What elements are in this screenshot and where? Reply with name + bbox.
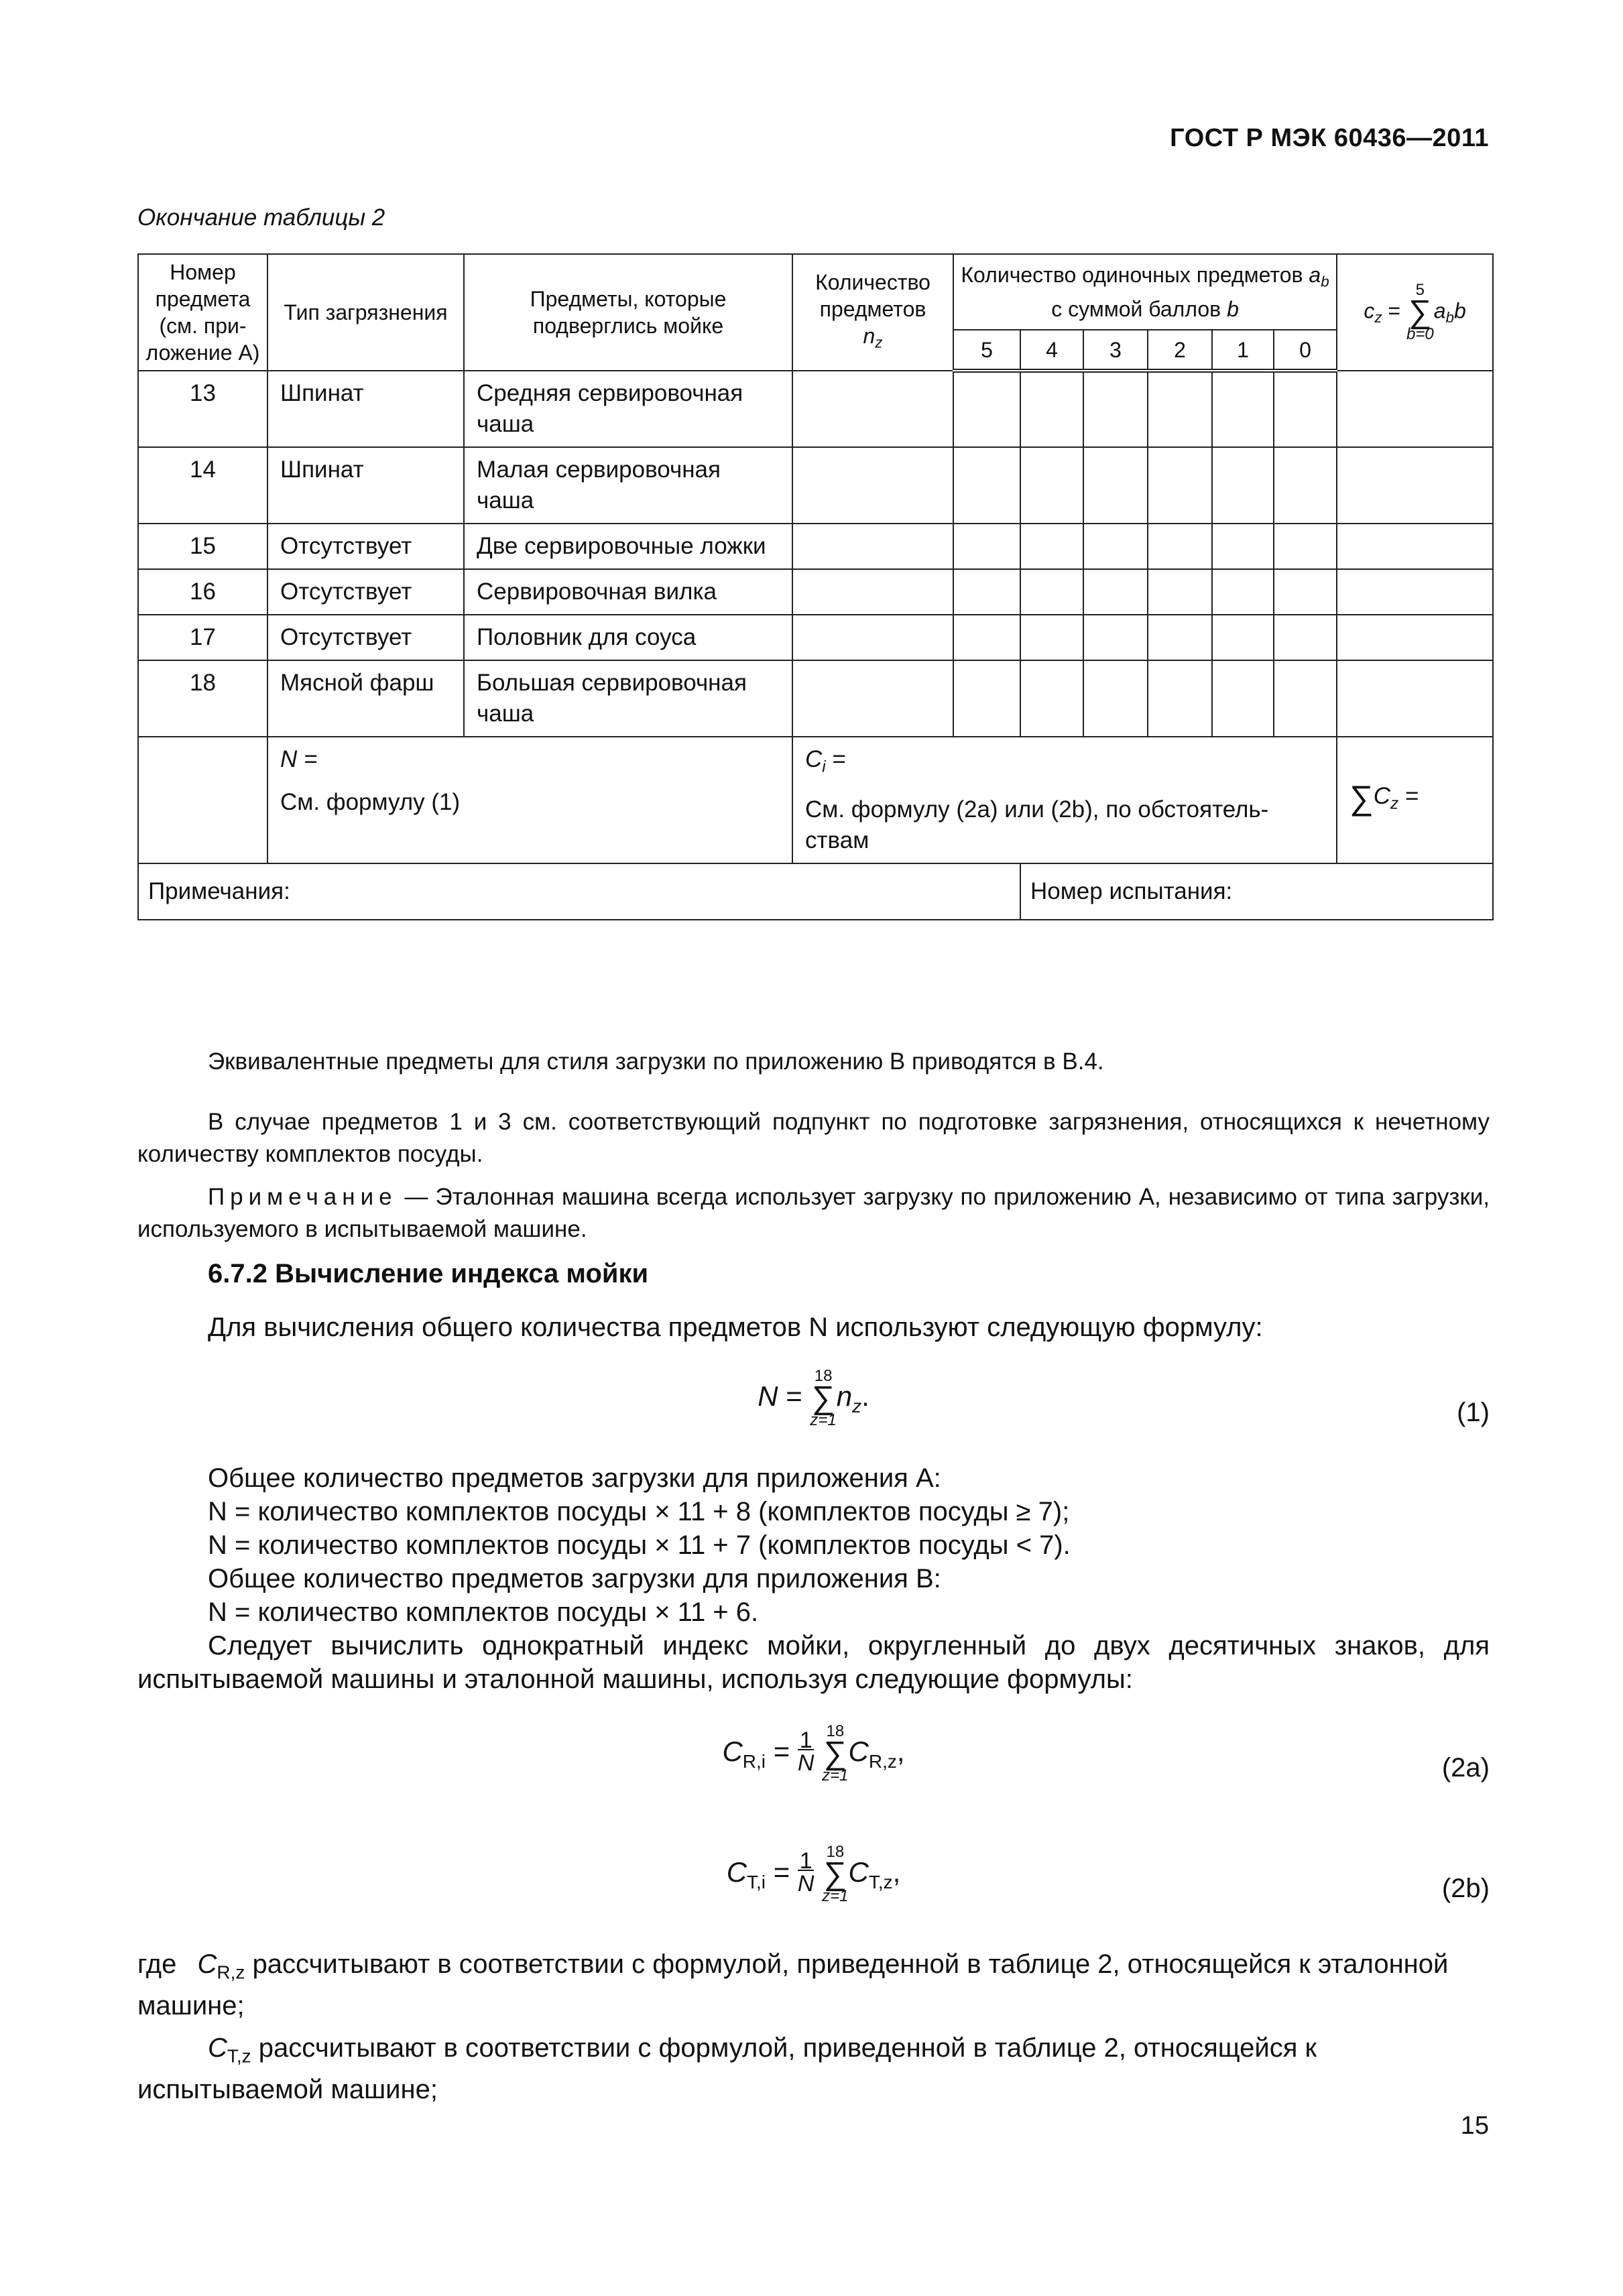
totals-ci-cell (792, 737, 1337, 863)
page-number: 15 (1460, 2112, 1489, 2140)
row-no: 14 (138, 447, 267, 524)
row-item: Две сервировочные ложки (464, 524, 792, 569)
notes-label: Примечания: (138, 863, 1020, 920)
sum-icon: ∑ (1349, 778, 1374, 817)
row-item: Сервировочная вилка (464, 569, 792, 615)
totals-ci-eq: = (832, 746, 846, 772)
where1-sym: C (197, 1949, 217, 1979)
where1-sub: R,z (217, 1961, 245, 1983)
f2a-eq: = (773, 1736, 790, 1768)
f2b-tail: , (892, 1856, 901, 1888)
score-col-1: 1 (1212, 330, 1274, 371)
load-line-5: N = количество комплектов посуды × 11 + 6. (208, 1597, 759, 1627)
f2b-rhs: C (848, 1856, 869, 1888)
f1-number: (1) (1457, 1398, 1490, 1427)
col-single-items (953, 254, 1337, 330)
section-heading: 6.7.2 Вычисление индекса мойки (208, 1259, 649, 1288)
col-single-items-label: Количество одиночных предметов (961, 263, 1303, 288)
where1-text: рассчитывают в соответствии с формулой, приведенной в таблице 2, относящейся к эталонной машине; (137, 1949, 1449, 2021)
f2a-frac-num: 1 (798, 1732, 815, 1750)
col-count-label: Количество предметов (815, 269, 930, 321)
totals-ci-ref: См. формулу (2a) или (2b), по обстоятель-ствам (805, 796, 1269, 854)
f2a-rhs: C (848, 1736, 869, 1768)
f2a-upper: 18 (826, 1722, 845, 1740)
cz-rhs-tail: b (1453, 298, 1466, 323)
f2b-lhs: C (726, 1856, 747, 1888)
score-col-3: 3 (1083, 330, 1148, 371)
where2-sym: C (208, 2033, 227, 2063)
row-no: 18 (138, 660, 267, 737)
row-no: 13 (138, 371, 267, 447)
col-single-items-symbol-sub: b (1321, 274, 1329, 291)
totals-n-ref: См. формулу (1) (280, 789, 461, 815)
f2b-lower: z=1 (822, 1887, 849, 1905)
row-item: Средняя сервировочная чаша (464, 371, 792, 447)
totals-ci-sub: i (822, 758, 826, 776)
row-soil: Шпинат (267, 447, 464, 524)
f2a-lhs: C (722, 1736, 743, 1768)
where-prefix: где (137, 1949, 177, 1979)
calc-text: Следует вычислить однократный индекс мойки, округленный до двух десятичных знаков, для испытываемой машины и эталонной машины, используя следующие формулы: (137, 1631, 1490, 1694)
table-row (138, 615, 1493, 660)
formula-intro: Для вычисления общего количества предметов N используют следующую формулу: (208, 1313, 1263, 1342)
f1-sum (810, 1368, 836, 1429)
formula-2b-expr (137, 1844, 1490, 1905)
col-single-items-symbol: a (1309, 263, 1321, 288)
f2b-lhs-sub: T,i (747, 1872, 766, 1893)
totals-sum-eq: = (1404, 783, 1419, 809)
row-soil: Отсутствует (267, 569, 464, 615)
score-col-2: 2 (1148, 330, 1212, 371)
f1-lhs: N (758, 1380, 778, 1412)
f2a-frac-den: N (797, 1750, 815, 1776)
row-item: Малая сервировочная чаша (464, 447, 792, 524)
where2-sub: T,z (227, 2045, 251, 2067)
load-line-2: N = количество комплектов посуды × 11 + 8 (комплектов посуды ≥ 7); (208, 1497, 1070, 1526)
sum-icon: ∑ (811, 1380, 835, 1416)
f1-tail: . (861, 1380, 869, 1412)
paragraph-equivalent-items: Эквивалентные предметы для стиля загрузки по приложению В приводятся в В.4. (208, 1048, 1104, 1075)
notes-row (138, 863, 1493, 920)
sum-icon: ∑ (823, 1856, 847, 1892)
table-row (138, 524, 1493, 569)
results-table (137, 253, 1494, 920)
score-col-4: 4 (1020, 330, 1083, 371)
col-soil-type: Тип загрязнения (267, 254, 464, 371)
f2a-number: (2a) (1441, 1753, 1490, 1783)
note-text: — Эталонная машина всегда использует загрузку по приложению А, независимо от типа загрузки, используемого в испытываемой машине. (137, 1184, 1490, 1242)
cz-sum (1406, 282, 1434, 343)
totals-n-cell (267, 737, 792, 863)
cz-lhs-sub: z (1374, 309, 1382, 326)
f1-lower: z=1 (810, 1411, 837, 1429)
row-soil: Мясной фарш (267, 660, 464, 737)
table-row (138, 660, 1493, 737)
f2a-rhs-sub: R,z (868, 1751, 897, 1772)
table-row (138, 371, 1493, 447)
row-no: 16 (138, 569, 267, 615)
f2a-frac (797, 1728, 815, 1776)
f1-eq: = (786, 1380, 802, 1412)
load-line-3: N = количество комплектов посуды × 11 + 7 (комплектов посуды < 7). (208, 1530, 1071, 1560)
cz-eq: = (1388, 298, 1401, 323)
f2b-eq: = (773, 1856, 790, 1888)
formula-2a (137, 1723, 1490, 1810)
f1-rhs-sub: z (852, 1396, 862, 1417)
sum-icon: ∑ (823, 1736, 847, 1771)
score-col-5: 5 (953, 330, 1020, 371)
row-item: Большая сервировочная чаша (464, 660, 792, 737)
where-line-1 (137, 1947, 1490, 2022)
f2b-frac-num: 1 (798, 1852, 815, 1871)
where2-text: рассчитывают в соответствии с формулой, приведенной в таблице 2, относящейся к испытываемой машине; (137, 2033, 1317, 2105)
cz-rhs-sub: b (1445, 309, 1454, 326)
cz-sum-lower: b=0 (1406, 325, 1434, 343)
table-row (138, 569, 1493, 615)
col-items: Предметы, которые подверглись мойке (464, 254, 792, 371)
row-soil: Отсутствует (267, 524, 464, 569)
score-col-0: 0 (1274, 330, 1337, 371)
formula-2b (137, 1844, 1490, 1931)
totals-ci-sym: C (805, 746, 823, 772)
f2a-lower: z=1 (822, 1766, 849, 1785)
cz-lhs: c (1364, 298, 1375, 323)
formula-1 (137, 1368, 1490, 1455)
col-count-symbol-sub: z (875, 334, 883, 351)
sum-icon: ∑ (1408, 294, 1432, 330)
f2b-upper: 18 (826, 1843, 845, 1861)
where-line-2 (137, 2031, 1490, 2106)
col-single-items-tail: с суммой баллов (1051, 297, 1221, 322)
f2b-frac (797, 1848, 815, 1896)
formula-2a-expr (137, 1723, 1490, 1785)
col-count-symbol: n (863, 323, 876, 348)
f1-rhs: n (836, 1380, 853, 1412)
col-item-no: Номер предмета (см. при-ложение А) (138, 254, 267, 371)
load-line-1: Общее количество предметов загрузки для приложения А: (208, 1463, 941, 1493)
col-single-items-b: b (1227, 297, 1239, 322)
totals-sum-cell (1337, 737, 1493, 863)
document-id: ГОСТ Р МЭК 60436—2011 (1170, 124, 1489, 152)
f2b-rhs-sub: T,z (868, 1872, 893, 1893)
col-count (792, 254, 953, 371)
row-soil: Отсутствует (267, 615, 464, 660)
totals-sum-c-sub: z (1390, 794, 1399, 813)
f1-upper: 18 (814, 1367, 833, 1385)
f2a-lhs-sub: R,i (742, 1751, 766, 1772)
test-no-label: Номер испытания: (1020, 863, 1493, 920)
f2a-tail: , (896, 1736, 905, 1768)
f2b-sum (822, 1844, 848, 1905)
note-label: Примечание (208, 1184, 398, 1210)
totals-n-label: N = (280, 746, 318, 772)
totals-sum-c: C (1373, 783, 1390, 809)
paragraph-items-1-3: В случае предметов 1 и 3 см. соответствующий подпункт по подготовке загрязнения, относящихся к нечетному количеству комплектов посуды. (137, 1109, 1490, 1167)
f2a-sum (822, 1723, 848, 1785)
row-no: 15 (138, 524, 267, 569)
row-item: Половник для соуса (464, 615, 792, 660)
row-soil: Шпинат (267, 371, 464, 447)
f2b-frac-den: N (797, 1871, 815, 1896)
col-cz-formula (1337, 254, 1493, 371)
table-row (138, 447, 1493, 524)
table-header-row (138, 254, 1493, 330)
f2b-number: (2b) (1441, 1874, 1490, 1903)
formula-1-expr (137, 1368, 1490, 1429)
totals-row (138, 737, 1493, 863)
load-line-4: Общее количество предметов загрузки для приложения В: (208, 1564, 941, 1593)
paragraph-note (137, 1181, 1490, 1246)
row-no: 17 (138, 615, 267, 660)
table-caption: Окончание таблицы 2 (137, 204, 385, 231)
cz-rhs: a (1433, 298, 1446, 323)
cz-sum-upper: 5 (1415, 281, 1425, 299)
